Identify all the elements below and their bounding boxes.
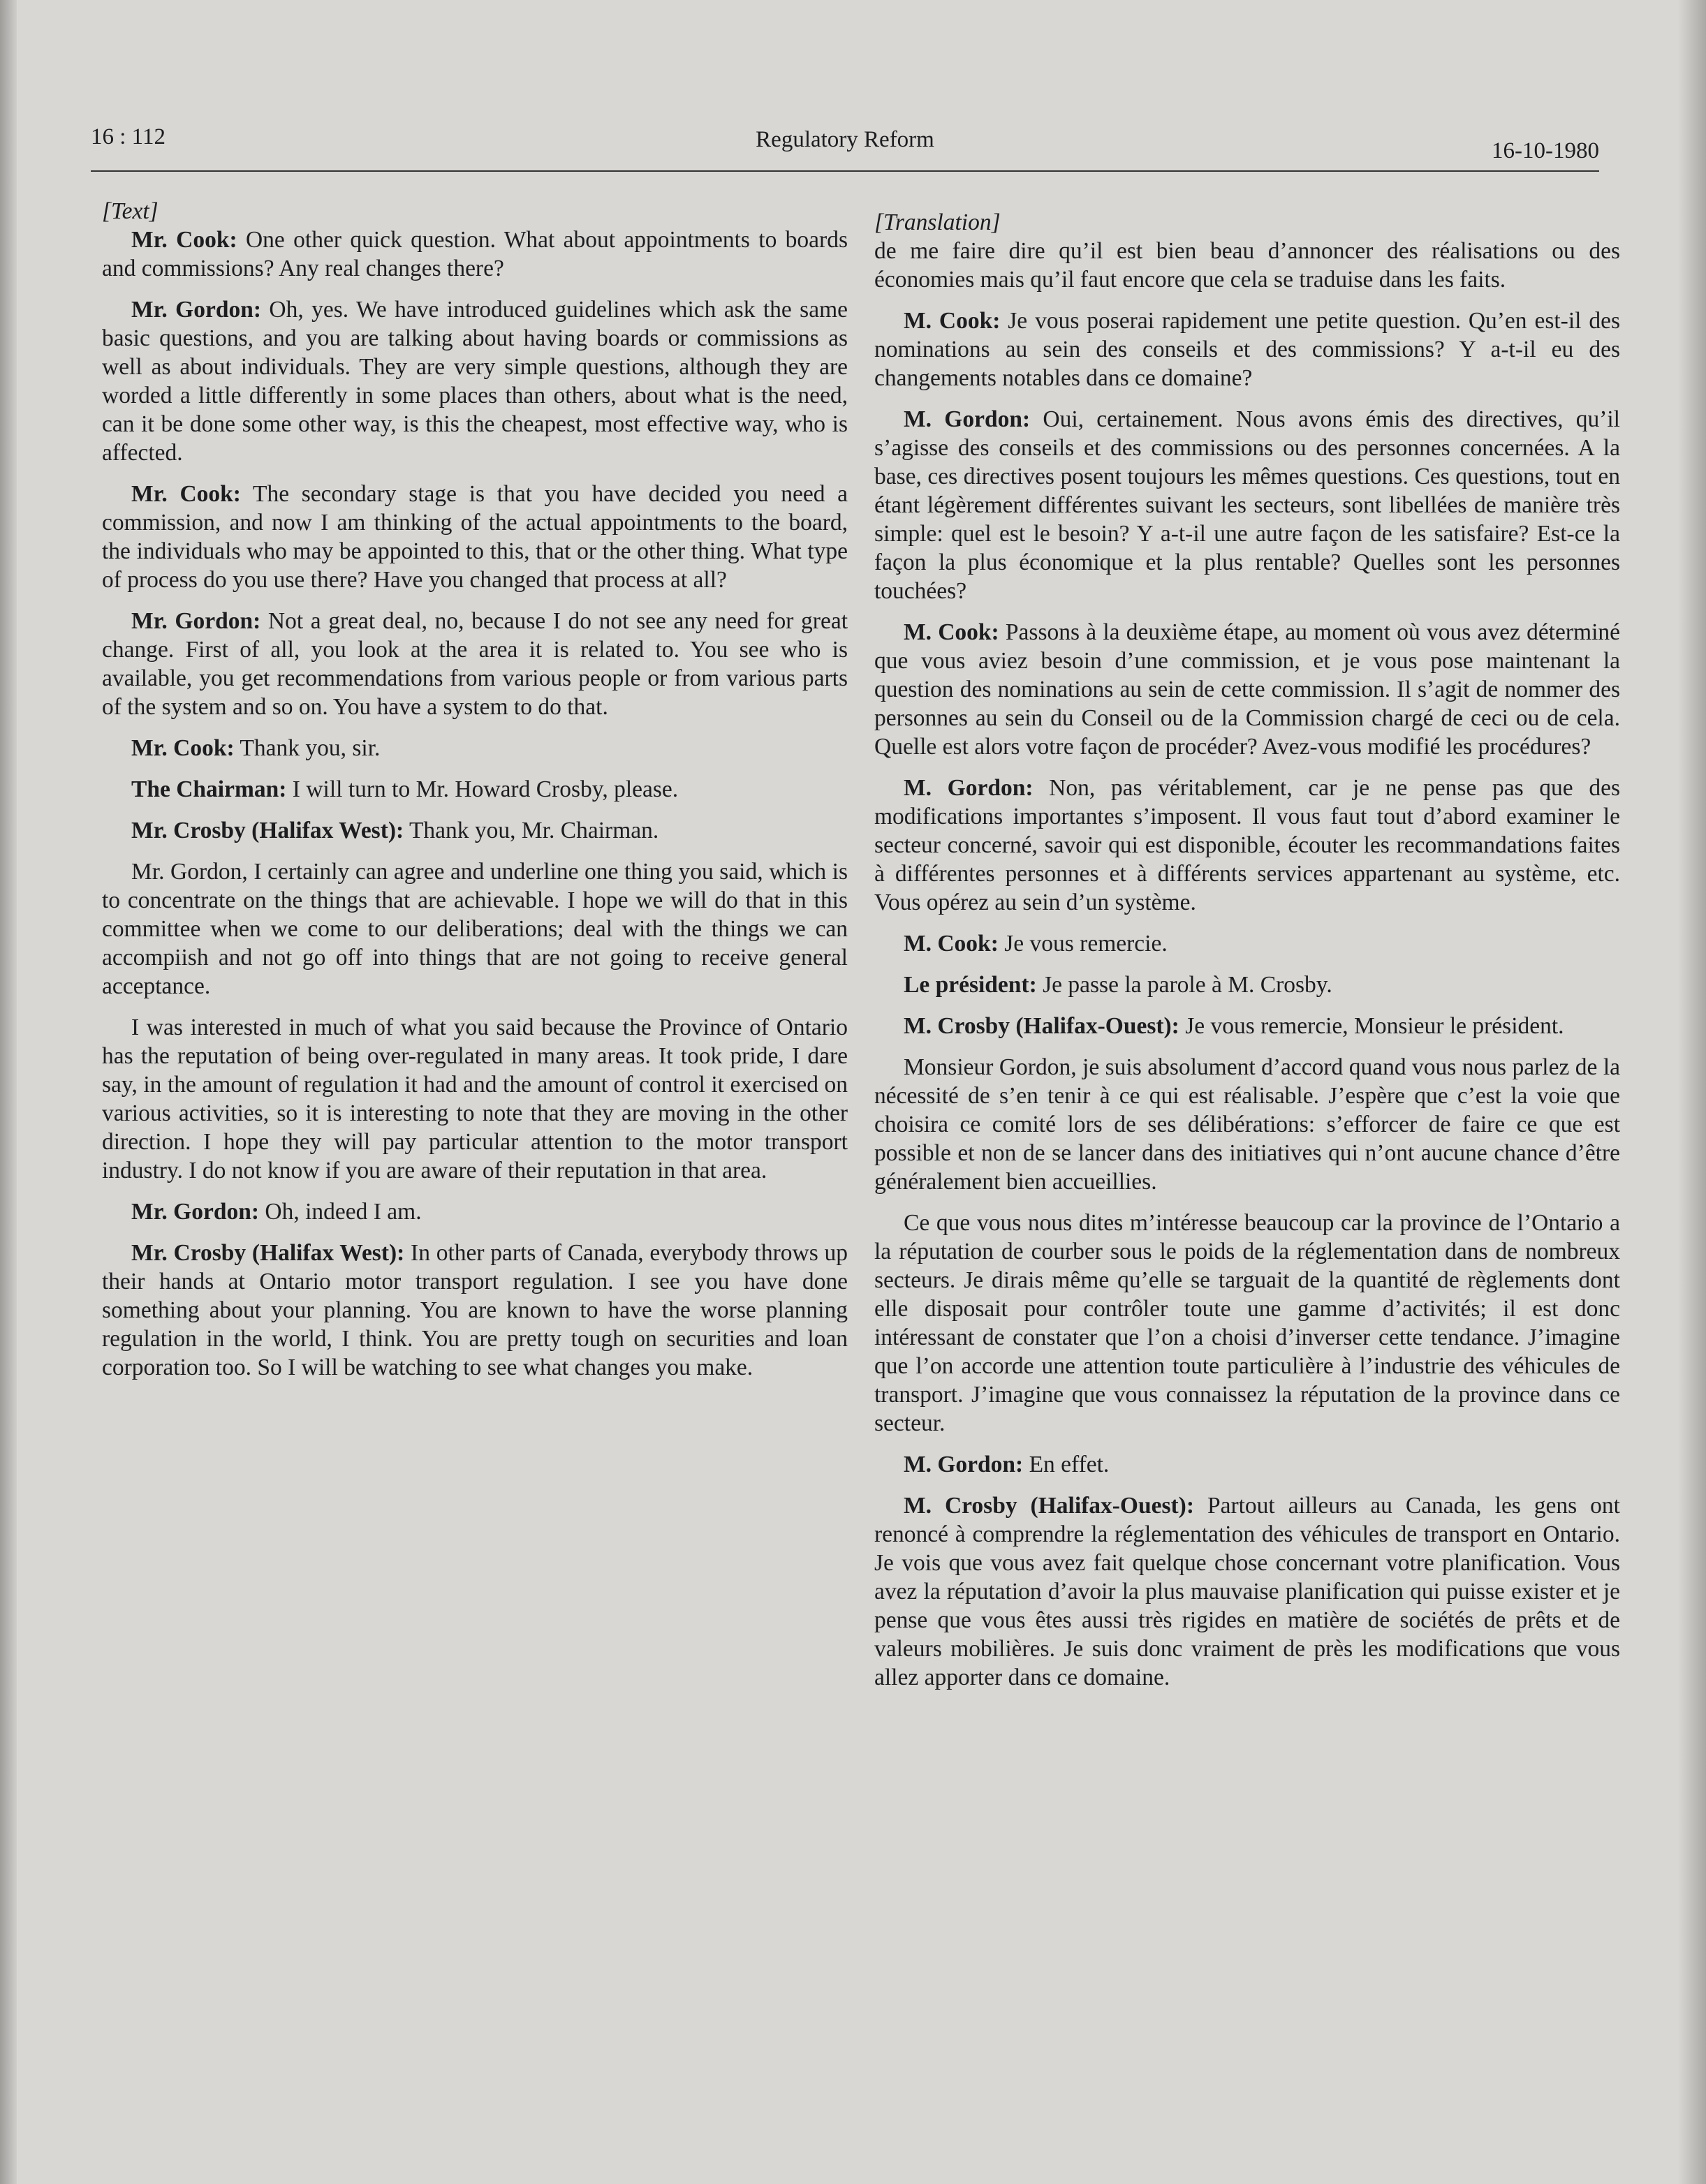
paragraph: Monsieur Gordon, je suis absolument d’accord quand vous nous parlez de la nécessité de s’en tenir à ce qui est réalisable. J’espère que c’est la voie que choisira ce comité lors de ses délibérations: s’efforcer de faire ce que est possible et non de se lancer dans des initiatives qui n’ont aucune chance d’être généralement bien accueillies. [874,1054,1620,1195]
speaker-name: Mr. Crosby (Halifax West): [131,1240,405,1266]
speaker-name: Mr. Gordon: [131,608,261,634]
speaker-name: M. Cook: [904,619,999,645]
speaker-name: Mr. Cook: [131,481,241,507]
paragraph: M. Crosby (Halifax-Ouest): Partout ailleurs au Canada, les gens ont renoncé à comprendre la réglementation des véhicules de transport en Ontario. Je vois que vous avez fait quelque chose concernant votre planification. Vous avez la réputation d’avoir la plus mauvaise planification qui puisse exister et je pense que vous êtes aussi très rigides en matière de sociétés de prêts et de valeurs mobilières. Je suis donc vraiment de près les modifications que vous allez apporter dans ce domaine. [874,1493,1620,1690]
speaker-name: M. Gordon: [904,406,1031,432]
speaker-name: Mr. Gordon: [131,297,262,323]
paragraph: I was interested in much of what you said because the Province of Ontario has the reputation of being over-regulated in many areas. It took pride, I dare say, in the amount of regulation it had and the amount of control it exercised on various activities, so it is interesting to note that they are moving in the other direction. I hope they will pay particular attention to the motor transport industry. I do not know if you are aware of their reputation in that area. [102,1014,848,1183]
page-date: 16-10-1980 [1492,138,1599,163]
running-header [91,124,1599,172]
speaker-name: Le président: [904,972,1037,998]
speaker-name: The Chairman: [131,776,287,802]
paragraph: M. Gordon: En effet. [904,1452,1110,1477]
paragraph: M. Gordon: Non, pas véritablement, car je ne pense pas que des modifications importantes s’imposent. Il vous faut tout d’abord examiner le secteur concerné, savoir qui est disponible, écouter les recommandations faites à différentes personnes et à différents services appartenant au système, etc. Vous opérez au sein d’un système. [874,775,1620,915]
paragraph: M. Cook: Je vous remercie. [904,931,1168,957]
speaker-name: Mr. Crosby (Halifax West): [131,818,404,843]
speaker-name: M. Cook: [904,931,999,957]
page-binding-shadow [0,0,17,2184]
paragraph: Mr. Gordon: Oh, yes. We have introduced guidelines which ask the same basic questions, and you are talking about having boards or commissions as well as about individuals. They are very simple questions, although they are worded a little differently in some places than others, about what is the need, can it be done some other way, is this the cheapest, most effective way, who is affected. [102,297,848,466]
paragraph: de me faire dire qu’il est bien beau d’annoncer des réalisations ou des économies mais qu’il faut encore que cela se traduise dans les faits. [874,238,1620,293]
speaker-name: Mr. Cook: [131,735,235,761]
paragraph: Mr. Gordon: Oh, indeed I am. [131,1199,422,1225]
paragraph: Mr. Crosby (Halifax West): In other parts of Canada, everybody throws up their hands at Ontario motor transport regulation. I see you have done something about your planning. You are known to have the worse planning regulation in the world, I think. You are pretty tough on securities and loan corporation too. So I will be watching to see what changes you make. [102,1240,848,1380]
speaker-name: M. Gordon: [904,1452,1024,1477]
paragraph: Mr. Cook: The secondary stage is that you have decided you need a commission, and now I am thinking of the actual appointments to the board, the individuals who may be appointed to this, that or the other thing. What type of process do you use there? Have you changed that process at all? [102,481,848,593]
column-tag: [Translation] [874,209,1001,235]
paragraph: Ce que vous nous dites m’intéresse beaucoup car la province de l’Ontario a la réputation de courber sous le poids de la réglementation dans de nombreux secteurs. Je dirais même qu’elle se targuait de la quantité de règlements dont elle disposait pour contrôler toute une gamme d’activités; il est donc intéressant de constater que l’on a choisi d’inverser cette tendance. J’imagine que l’on accorde une attention toute particulière à l’industrie des véhicules de transport. J’imagine que vous connaissez la réputation de la province dans ce secteur. [874,1210,1620,1436]
paragraph: Mr. Gordon, I certainly can agree and underline one thing you said, which is to concentrate on the things that are achievable. I hope we will do that in this committee when we come to our deliberations; deal with the things we can accompiish and not go off into things that are not going to receive general acceptance. [102,859,848,999]
paragraph: Mr. Gordon: Not a great deal, no, because I do not see any need for great change. First of all, you look at the area it is related to. You see who is available, you get recommendations from various people or from various parts of the system and so on. You have a system to do that. [102,608,848,720]
speaker-name: M. Cook: [904,308,1001,334]
page-number: 16 : 112 [91,124,166,149]
page-title: Regulatory Reform [756,127,934,152]
page-edge-shadow [1678,0,1706,2184]
paragraph: M. Crosby (Halifax-Ouest): Je vous remercie, Monsieur le président. [904,1013,1564,1039]
speaker-name: M. Crosby (Halifax-Ouest): [904,1013,1179,1039]
french-column [874,197,1620,1704]
paragraph: M. Gordon: Oui, certainement. Nous avons émis des directives, qu’il s’agisse des conseils et des commissions ou des personnes concernées. A la base, ces directives posent toujours les mêmes questions. Ces questions, tout en étant légèrement différentes suivant les secteurs, sont libellées de manière très simple: quel est le besoin? Y a-t-il une autre façon de les satisfaire? Est-ce la façon la plus économique et la plus rentable? Quelles sont les personnes touchées? [874,406,1620,604]
paragraph: Mr. Cook: Thank you, sir. [131,735,381,761]
speaker-name: M. Crosby (Halifax-Ouest): [904,1493,1194,1519]
speaker-name: Mr. Gordon: [131,1199,260,1225]
column-tag: [Text] [102,198,159,224]
speaker-name: M. Gordon: [904,775,1034,801]
paragraph: Mr. Cook: One other quick question. What about appointments to boards and commissions? Any real changes there? [102,227,848,281]
paragraph: The Chairman: I will turn to Mr. Howard Crosby, please. [131,776,679,802]
english-column [102,197,848,1394]
speaker-name: Mr. Cook: [131,227,237,253]
paragraph: M. Cook: Passons à la deuxième étape, au moment où vous avez déterminé que vous aviez besoin d’une commission, et je vous pose maintenant la question des nominations au sein de cette commission. Il s’agit de nommer des personnes au sein du Conseil ou de la Commission chargé de ceci ou de cela. Quelle est alors votre façon de procéder? Avez-vous modifié les procédures? [874,619,1620,760]
paragraph: Mr. Crosby (Halifax West): Thank you, Mr. Chairman. [131,818,659,843]
paragraph: Le président: Je passe la parole à M. Crosby. [904,972,1332,998]
paragraph: M. Cook: Je vous poserai rapidement une petite question. Qu’en est-il des nominations au sein des conseils et des commissions? Y a-t-il eu des changements notables dans ce domaine? [874,308,1620,391]
